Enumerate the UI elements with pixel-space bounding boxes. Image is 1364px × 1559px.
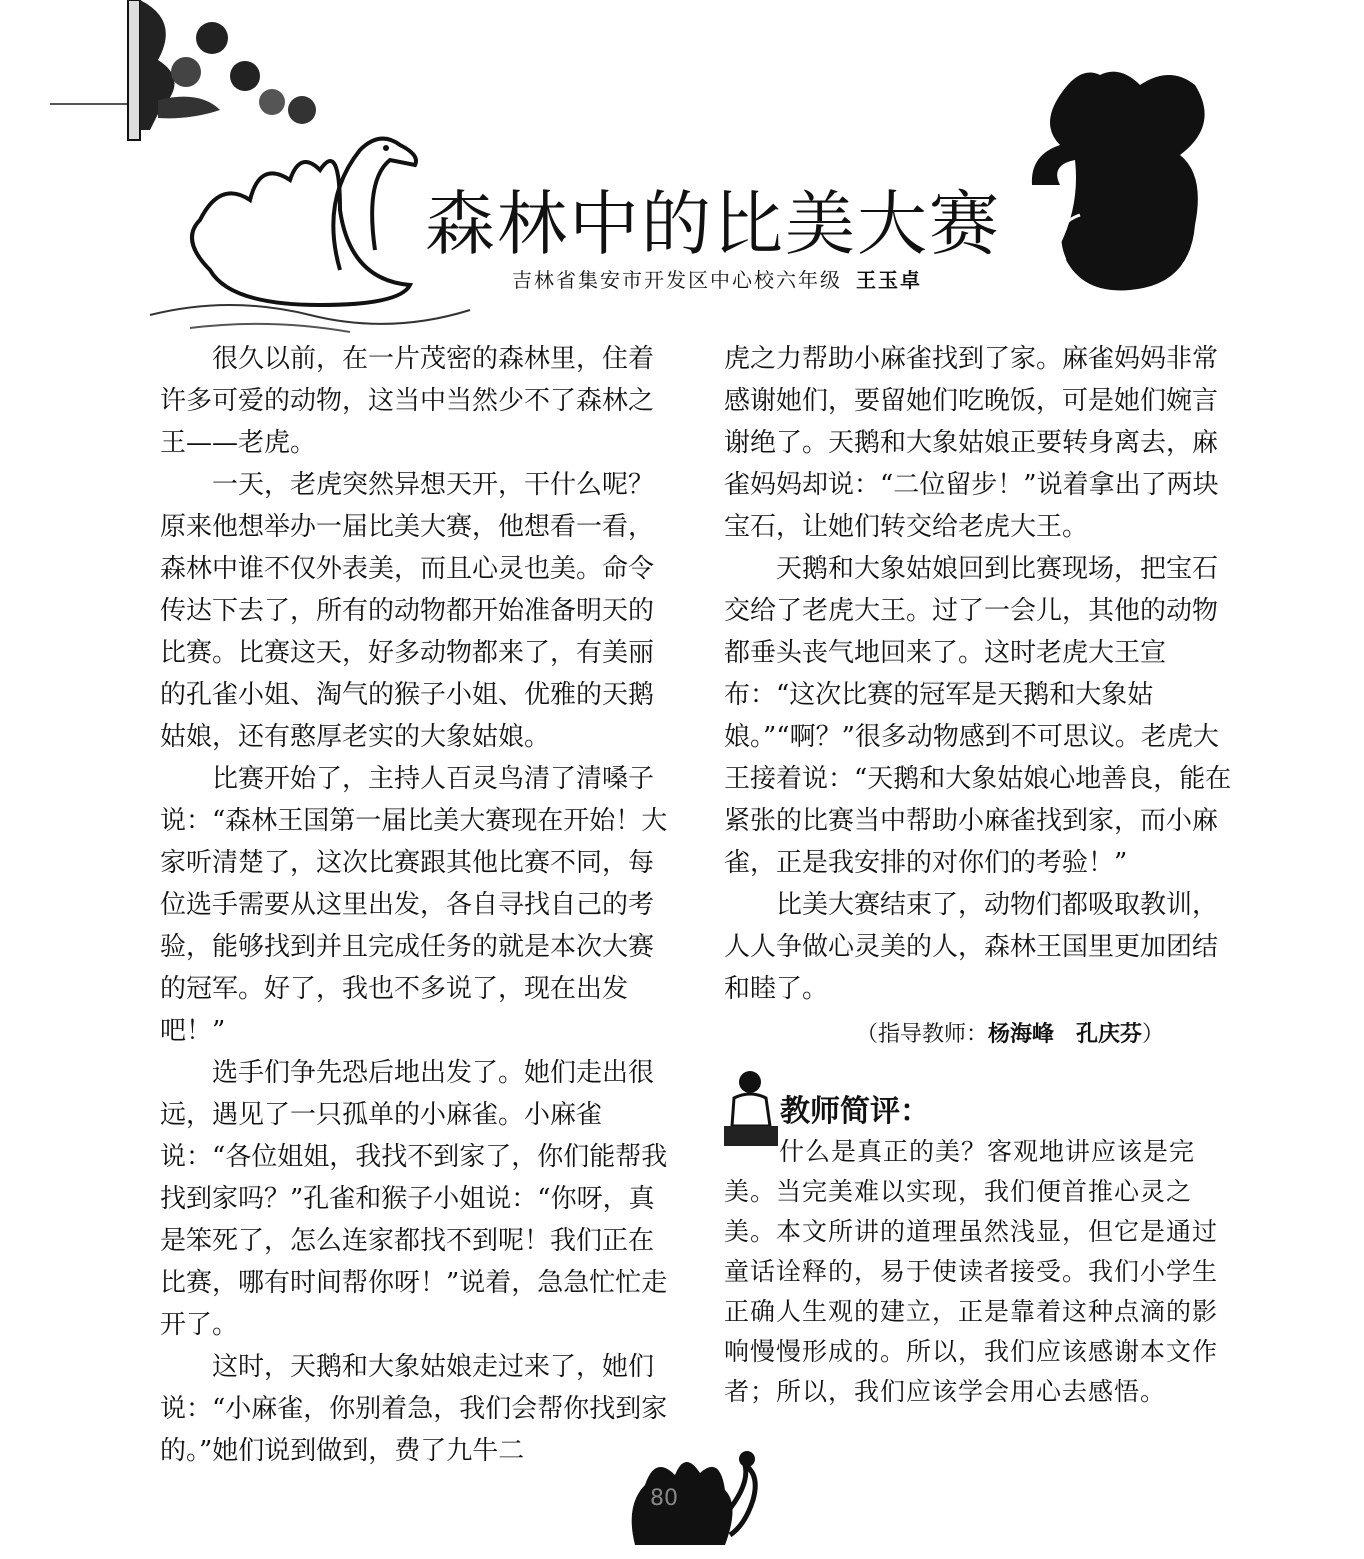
advisor-close: ） [1141,1022,1164,1047]
article-paragraph: 比赛开始了，主持人百灵鸟清了清嗓子说：“森林王国第一届比美大赛现在开始！大家听清楚了，这次比赛跟其他比赛不同，每位选手需要从这里出发，各自寻找自己的考验，能够找到并且完成任务的就是本次大赛的冠军。好了，我也不多说了，现在出发吧！” [160,764,668,1046]
teacher-review-text-block [724,1132,1236,1412]
teacher-review-header [724,1068,1244,1128]
swan-illustration [150,120,470,340]
article-paragraph: 天鹅和大象姑娘回到比赛现场，把宝石交给了老虎大王。过了一会儿，其他的动物都垂头丧气地回来了。这时老虎大王宣布：“这次比赛的冠军是天鹅和大象姑娘。”“啊？”很多动物感到不可思议。老虎大王接着说：“天鹅和大象姑娘心地善良，能在紧张的比赛当中帮助小麻雀找到家，而小麻雀，正是我安排的对你们的考验！” [724,554,1232,878]
article-paragraph: 这时，天鹅和大象姑娘走过来了，她们说：“小麻雀，你别着急，我们会帮你找到家的。”她们说到做到，费了九牛二 [160,1352,668,1466]
article-right-column [724,338,1234,1056]
byline [512,264,922,293]
article-paragraph: 选手们争先恐后地出发了。她们走出很远，遇见了一只孤单的小麻雀。小麻雀说：“各位姐姐，我找不到家了，你们能帮我找到家吗？”孔雀和猴子小姐说：“你呀，真是笨死了，怎么连家都找不到呢！我们正在比赛，哪有时间帮你呀！”说着，急急忙忙走开了。 [160,1058,668,1340]
article-paragraph-continued: 虎之力帮助小麻雀找到了家。麻雀妈妈非常感谢她们，要留她们吃晚饭，可是她们婉言谢绝了。天鹅和大象姑娘正要转身离去，麻雀妈妈却说：“二位留步！”说着拿出了两块宝石，让她们转交给老虎大王。 [724,344,1219,542]
byline-school: 吉林省集安市开发区中心校六年级 [512,268,842,292]
teacher-review-text: 什么是真正的美？客观地讲应该是完美。当完美难以实现，我们便首推心灵之美。本文所讲的道理虽然浅显，但它是通过童话诠释的，易于使读者接受。我们小学生正确人生观的建立，正是靠着这种点滴的影响慢慢形成的。所以，我们应该感谢本文作者；所以，我们应该学会用心去感悟。 [724,1137,1219,1406]
article-paragraph: 一天，老虎突然异想天开，干什么呢？原来他想举办一届比美大赛，他想看一看，森林中谁不仅外表美，而且心灵也美。命令传达下去了，所有的动物都开始准备明天的比赛。比赛这天，好多动物都来了，有美丽的孔雀小姐、淘气的猴子小姐、优雅的天鹅姑娘，还有憨厚老实的大象姑娘。 [160,470,655,752]
teacher-review-label: 教师简评： [780,1094,930,1129]
article-title: 森林中的比美大赛 [425,183,1001,265]
elephant-illustration [1020,65,1220,305]
byline-author: 王玉卓 [856,268,922,292]
advisor-credit [724,1014,1234,1056]
page-number: 80 [650,1486,678,1511]
article-paragraph: 比美大赛结束了，动物们都吸取教训，人人争做心灵美的人，森林王国里更加团结和睦了。 [724,890,1219,1004]
article-left-column [160,338,670,1472]
article-paragraph: 很久以前，在一片茂密的森林里，住着许多可爱的动物，这当中当然少不了森林之王——老虎。 [160,344,655,458]
advisor-label: （指导教师： [855,1022,988,1047]
advisor-names: 杨海峰 孔庆芬 [987,1022,1142,1047]
monkey-page-ornament [625,1445,765,1559]
